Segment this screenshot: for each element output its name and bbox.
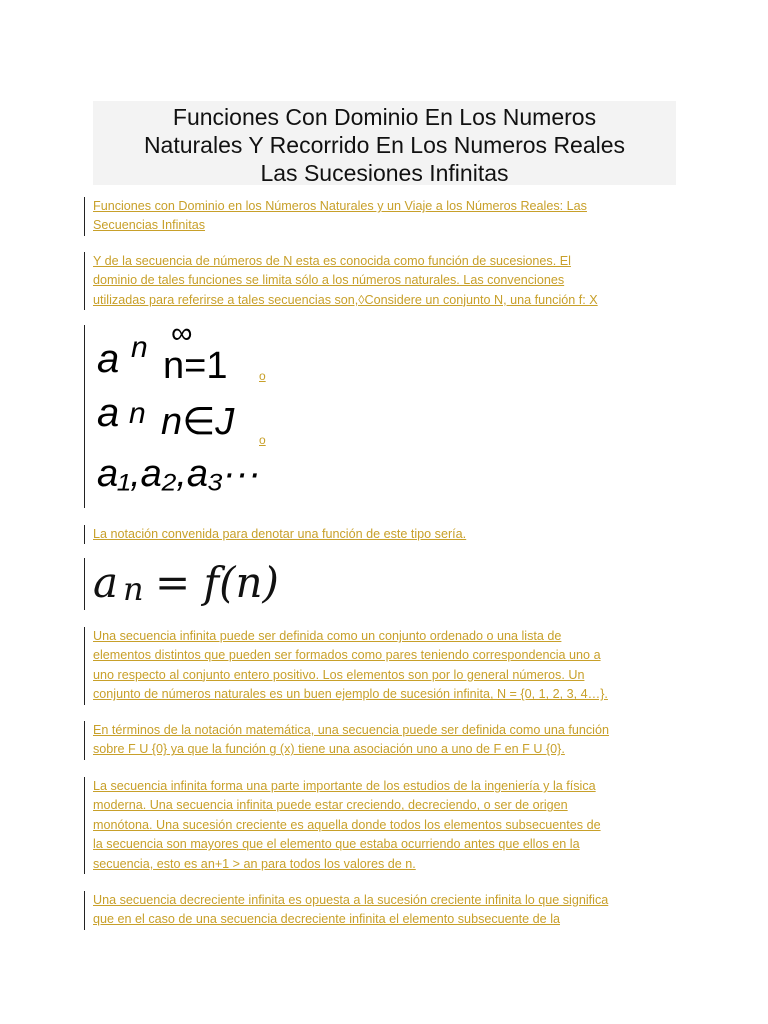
math-subscript: n [129,397,146,430]
math-base: a [97,391,120,435]
paragraph-line: Funciones con Dominio en los Números Naturales y un Viaje a los Números Reales: Las [93,199,587,213]
paragraph-line: monótona. Una sucesión creciente es aquella donde todos los elementos subsecuentes de [93,817,601,832]
math-subscript: n [123,570,144,608]
math-subscript: n [131,331,148,364]
math-base: a [97,337,120,381]
paragraph-line: la secuencia son mayores que el elemento que estaba ocurriendo antes que ellos en la [93,837,580,852]
paragraph-3-link[interactable] [84,525,466,544]
paragraph-2-link[interactable] [84,252,598,310]
math-function-notation [84,558,333,610]
paragraph-line: Y de la secuencia de números de N esta es conocida como función de sucesiones. El [93,254,571,268]
paragraph-line: uno respecto al conjunto entero positivo. Los elementos son por lo general números. Un [93,667,585,682]
math-range: n∈J [161,401,235,443]
math-row-list [93,453,393,515]
math-sequence-notation [84,317,393,508]
paragraph-line: Una secuencia decreciente infinita es opuesta a la sucesión creciente infinita lo que significa [93,893,609,907]
math-rhs: = f(n) [155,558,279,607]
paragraph-line: conjunto de números naturales es un buen ejemplo de sucesión infinita, N = {0, 1, 2, 3, 4…}. [93,687,608,702]
paragraph-line: secuencia, esto es an+1 > an para todos los valores de n. [93,856,416,871]
paragraph-6-link[interactable] [84,777,601,874]
math-row-set [93,391,393,453]
inline-link[interactable]: o [259,433,266,447]
title-line-1: Funciones Con Dominio En Los Numeros [172,104,597,130]
paragraph-line: Una secuencia infinita puede ser definida como un conjunto ordenado o una lista de [93,629,562,643]
paragraph-5-link[interactable] [84,721,609,760]
math-list: a₁,a₂,a₃··· [97,453,262,495]
paragraph-line: moderna. Una secuencia infinita puede estar creciendo, decreciendo, o ser de origen [93,798,568,813]
inline-link[interactable]: o [259,369,266,383]
paragraph-1-link[interactable] [84,197,587,236]
math-row-infinity [93,317,393,387]
paragraph-line: La secuencia infinita forma una parte importante de los estudios de la ingeniería y la física [93,779,596,793]
paragraph-line: sobre F U {0} ya que la función g (x) tiene una asociación uno a uno de F en F U {0}. [93,742,565,757]
paragraph-line: que en el caso de una secuencia decreciente infinita el elemento subsecuente de la [93,912,560,927]
paragraph-line: La notación convenida para denotar una función de este tipo sería. [93,527,467,541]
math-range: n=1 [163,345,228,387]
page-title [93,101,676,185]
title-line-2: Naturales Y Recorrido En Los Numeros Reales [143,132,626,158]
paragraph-line: elementos distintos que pueden ser formados como pares teniendo correspondencia uno a [93,648,601,663]
title-line-3: Las Sucesiones Infinitas [260,160,509,186]
paragraph-line: dominio de tales funciones se limita sólo a los números naturales. Las convenciones [93,273,565,288]
paragraph-line: utilizadas para referirse a tales secuencias son,◊Considere un conjunto N, una función f: X [93,292,598,307]
paragraph-line: En términos de la notación matemática, una secuencia puede ser definida como una función [93,723,609,737]
paragraph-line: Secuencias Infinitas [93,218,206,233]
paragraph-7-link[interactable] [84,891,608,930]
paragraph-4-link[interactable] [84,627,608,705]
math-lhs: a [93,558,119,607]
math-superscript: ∞ [171,317,193,350]
